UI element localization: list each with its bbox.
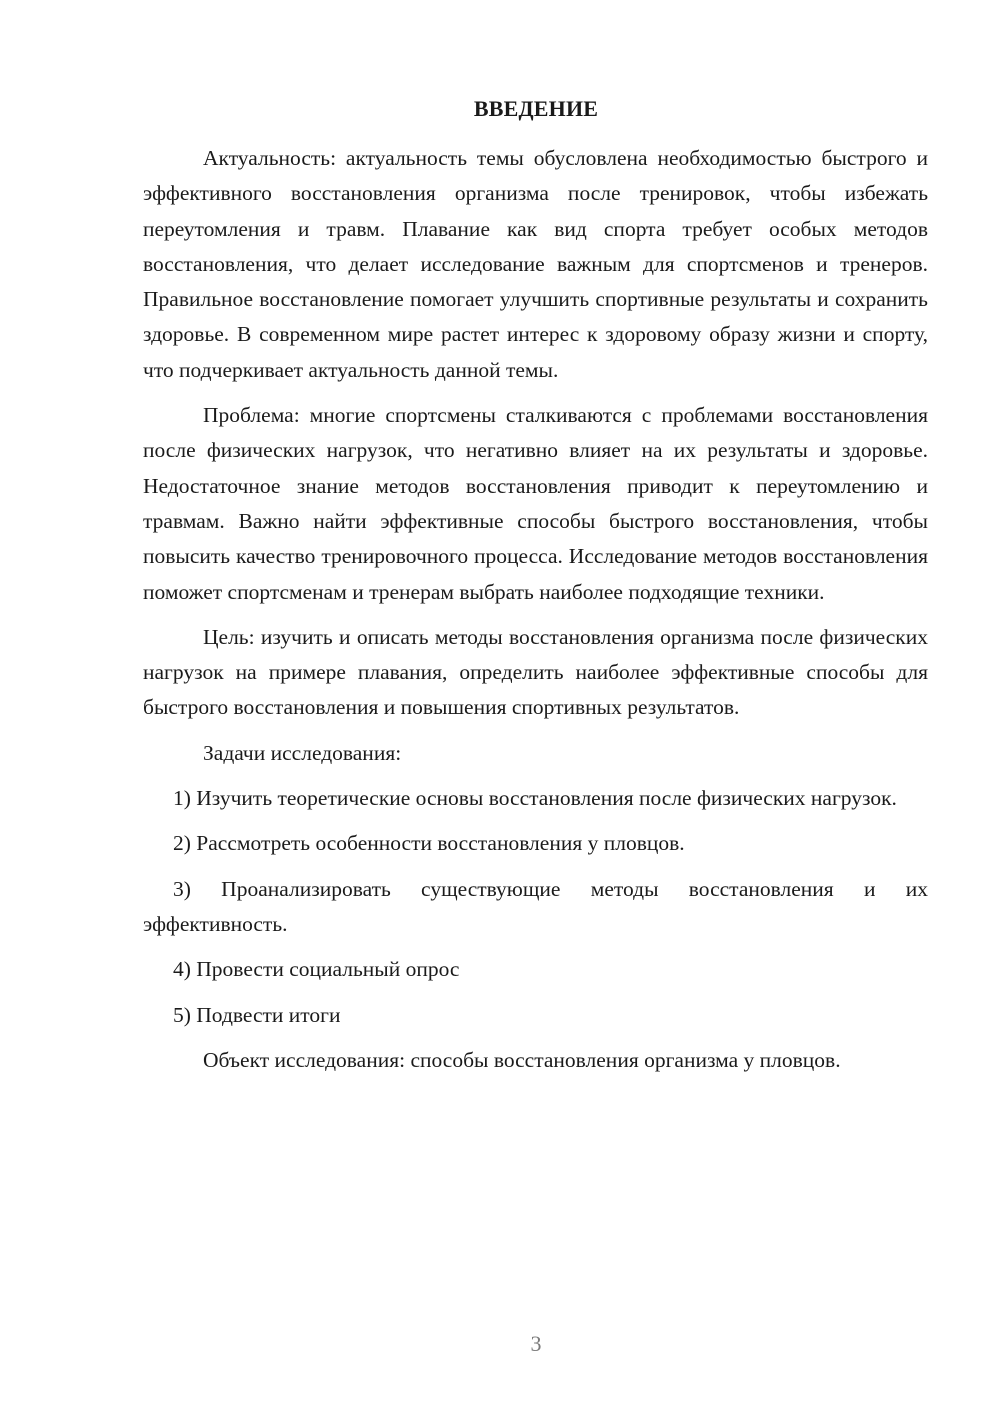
relevance-paragraph: Актуальность: актуальность темы обусловлена необходимостью быстрого и эффективного восстановления организма после тренировок, чтобы избежать переутомления и травм. Плавание как вид спорта требует особых методов восстановления, что делает исследование важным для спортсменов и тренеров. Правильное восстановление помогает улучшить спортивные результаты и сохранить здоровье. В современном мире растет интерес к здоровому образу жизни и спорту, что подчеркивает актуальность данной темы. xyxy=(143,146,928,382)
task-item: 1) Изучить теоретические основы восстановления после физических нагрузок. xyxy=(173,786,897,811)
goal-paragraph: Цель: изучить и описать методы восстановления организма после физических нагрузок на примере плавания, определить наиболее эффективные способы для быстрого восстановления и повышения спортивных результатов. xyxy=(143,624,928,720)
task-item: 2) Рассмотреть особенности восстановления у пловцов. xyxy=(173,831,685,856)
task-item: 3) Проанализировать существующие методы восстановления и их эффективность. xyxy=(143,876,928,936)
body-text xyxy=(143,141,928,1078)
page-number: 3 xyxy=(530,1331,542,1356)
task-item: 5) Подвести итоги xyxy=(173,1002,341,1027)
problem-paragraph: Проблема: многие спортсмены сталкиваются с проблемами восстановления после физических нагрузок, что негативно влияет на их результаты и здоровье. Недостаточное знание методов восстановления приводит к переутомлению и травмам. Важно найти эффективные способы быстрого восстановления, чтобы повысить качество тренировочного процесса. Исследование методов восстановления поможет спортсменам и тренерам выбрать наиболее подходящие техники. xyxy=(143,403,928,604)
section-heading: ВВЕДЕНИЕ xyxy=(473,96,599,121)
task-list xyxy=(143,781,928,1033)
object-paragraph: Объект исследования: способы восстановления организма у пловцов. xyxy=(203,1047,841,1072)
tasks-heading: Задачи исследования: xyxy=(203,740,402,765)
task-item: 4) Провести социальный опрос xyxy=(173,957,460,982)
